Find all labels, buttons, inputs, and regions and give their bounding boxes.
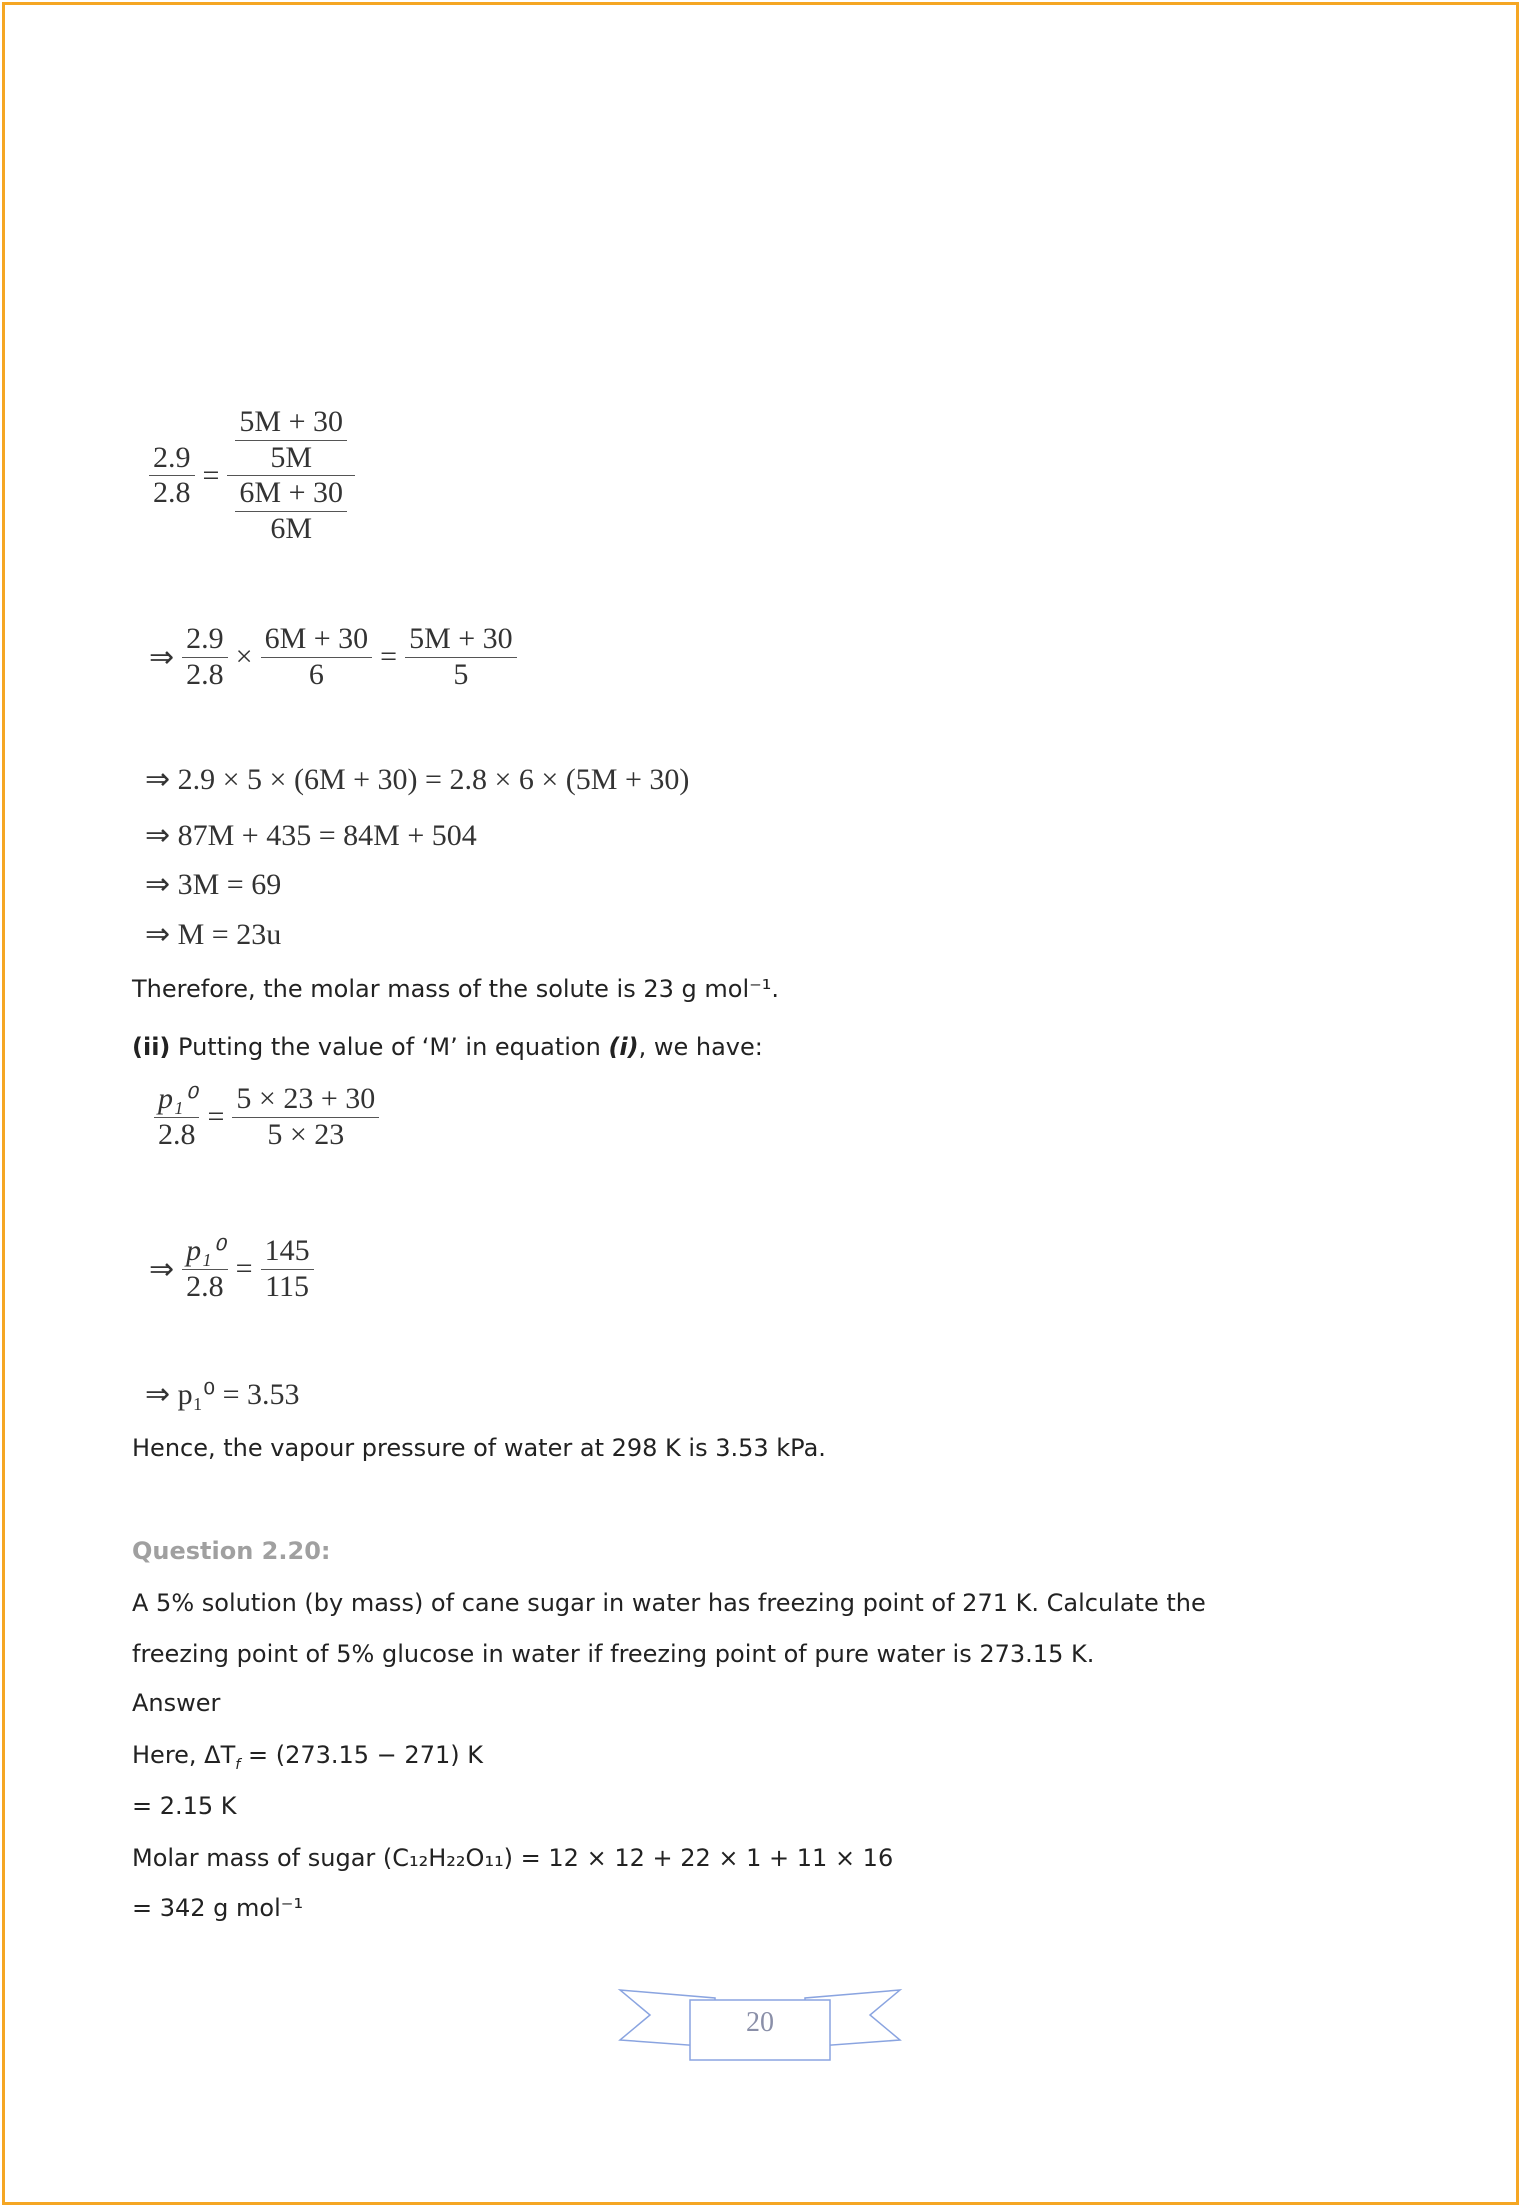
subscript: f: [235, 1756, 241, 1773]
numerator: 5 × 23 + 30: [232, 1082, 379, 1118]
numerator: 5M + 30: [235, 405, 347, 441]
question-text: A 5% solution (by mass) of cane sugar in water has freezing point of 271 K. Calculate the: [132, 1589, 1206, 1617]
denominator: 5M: [270, 440, 313, 474]
denominator: 5 × 23: [267, 1117, 345, 1151]
denominator: 2.8: [186, 657, 224, 691]
equals: =: [235, 1252, 253, 1285]
answer-line: Molar mass of sugar (C₁₂H₂₂O₁₁) = 12 × 12 + 22 × 1 + 11 × 16: [132, 1844, 894, 1872]
equation-3: [150, 1082, 383, 1152]
denominator: 2.8: [158, 1117, 196, 1151]
part-ii-text: [132, 1033, 763, 1061]
denominator: 2.8: [186, 1269, 224, 1303]
equals: =: [202, 458, 220, 492]
page-number: 20: [746, 2007, 774, 2038]
equals: =: [207, 1100, 225, 1133]
equation-ref: (i): [608, 1033, 639, 1061]
answer-line: [132, 1741, 483, 1773]
question-text: freezing point of 5% glucose in water if freezing point of pure water is 273.15 K.: [132, 1640, 1095, 1668]
equation-line: ⇒ 3M = 69: [145, 868, 282, 901]
text: Putting the value of ‘M’ in equation: [170, 1033, 609, 1061]
numerator: p₁⁰: [182, 1234, 227, 1270]
numerator: 2.9: [182, 622, 228, 658]
equals: =: [380, 640, 398, 673]
equation-line: ⇒ M = 23u: [145, 918, 282, 951]
conclusion-text: Therefore, the molar mass of the solute is 23 g mol⁻¹.: [132, 975, 780, 1003]
numerator: p₁⁰: [154, 1082, 199, 1118]
answer-line: = 342 g mol⁻¹: [132, 1894, 304, 1922]
text: = (273.15 − 271) K: [240, 1741, 483, 1769]
times: ×: [235, 640, 253, 673]
equation-1: [145, 405, 359, 546]
equation-5: ⇒ p₁⁰ = 3.53: [145, 1378, 300, 1411]
equation-4: [145, 1234, 318, 1304]
equation-line: ⇒ 87M + 435 = 84M + 504: [145, 819, 477, 852]
denominator: 115: [265, 1269, 309, 1303]
implies-arrow: ⇒: [149, 640, 175, 674]
hence-text: Hence, the vapour pressure of water at 298 K is 3.53 kPa.: [132, 1434, 826, 1462]
numerator: 5M + 30: [405, 622, 517, 658]
numerator: 6M + 30: [235, 476, 347, 512]
answer-label: Answer: [132, 1689, 221, 1717]
numerator: 2.9: [149, 441, 195, 477]
equation-2: [145, 622, 521, 692]
denominator: 2.8: [153, 476, 191, 509]
numerator: 145: [261, 1234, 314, 1270]
question-title: Question 2.20:: [132, 1537, 331, 1565]
part-label: (ii): [132, 1033, 171, 1061]
numerator: 6M + 30: [261, 622, 373, 658]
denominator: 6M: [270, 511, 313, 545]
text: , we have:: [638, 1033, 763, 1061]
denominator: 5: [453, 657, 469, 691]
text: Here, ΔT: [132, 1741, 236, 1769]
implies-arrow: ⇒: [149, 1252, 175, 1286]
denominator: 6: [308, 657, 324, 691]
answer-line: = 2.15 K: [132, 1792, 237, 1820]
equation-line: ⇒ 2.9 × 5 × (6M + 30) = 2.8 × 6 × (5M + 30): [145, 763, 690, 796]
